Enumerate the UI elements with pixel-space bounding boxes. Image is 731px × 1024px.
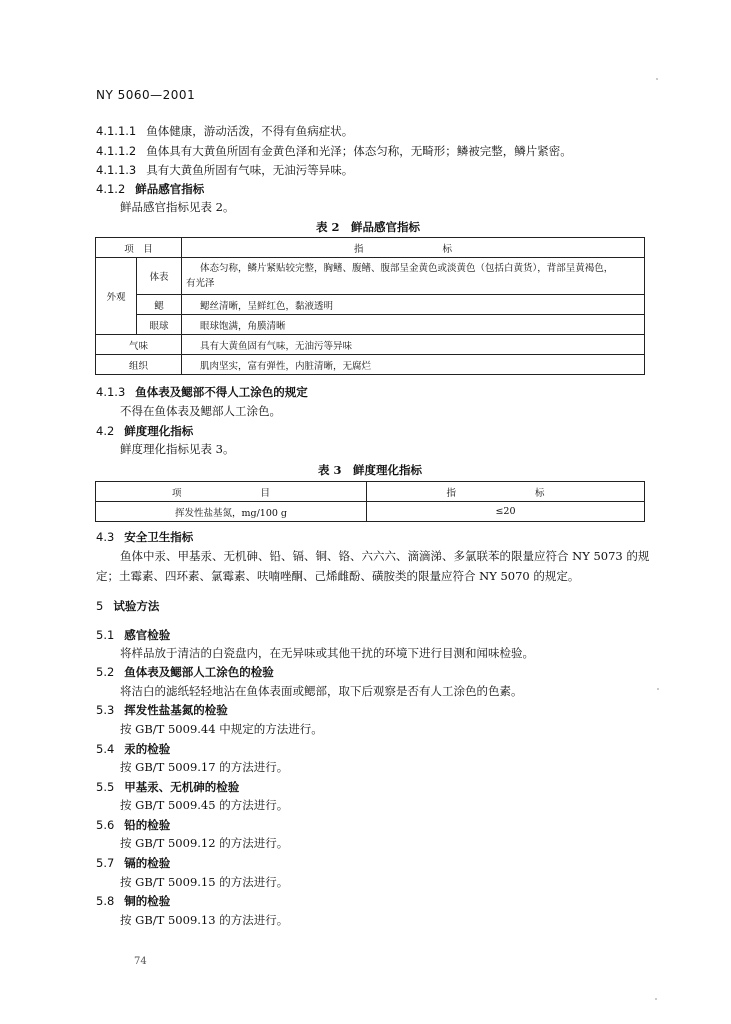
clause-heading: 鲜度理化指标: [124, 424, 194, 438]
method-5-1: [96, 627, 170, 643]
scan-speck: [655, 998, 657, 1000]
clause-number: 5: [96, 599, 104, 613]
table-header-row: [96, 238, 645, 258]
clause-number: 5.2: [96, 665, 115, 679]
standard-code: NY 5060—2001: [96, 88, 196, 102]
clause-number: 4.1.1.2: [96, 144, 137, 158]
clause-heading: 试验方法: [113, 599, 160, 613]
table-2-title: 表 2 鲜品感官指标: [316, 220, 421, 234]
clause-heading: 感官检验: [124, 628, 171, 642]
method-5-5: [96, 779, 239, 795]
clause-4-2: [96, 423, 193, 439]
method-5-1-text: 将样品放于清洁的白瓷盘内，在无异味或其他干扰的环境下进行目测和闻味检验。: [120, 646, 534, 660]
clause-number: 4.3: [96, 530, 115, 544]
clause-number: 5.3: [96, 703, 115, 717]
table-3: [95, 481, 645, 522]
clause-text: 鲜品感官指标见表 2。: [120, 200, 235, 214]
clause-text: 鱼体具有大黄鱼所固有金黄色泽和光泽；体态匀称，无畸形；鳞被完整，鳞片紧密。: [146, 144, 572, 158]
clause-heading: 鲜品感官指标: [135, 182, 205, 196]
clause-4-1-1-1: [96, 123, 353, 139]
table-3-title: 表 3 鲜度理化指标: [318, 463, 423, 477]
clause-4-3: [96, 529, 193, 545]
value-cell: ≤20: [367, 502, 645, 522]
clause-number: 5.1: [96, 628, 115, 642]
clause-number: 4.1.1.1: [96, 124, 137, 138]
clause-number: 4.1.1.3: [96, 163, 137, 177]
sub-label: 鳃: [137, 295, 182, 315]
table-row: [96, 295, 645, 315]
clause-number: 4.1.2: [96, 182, 126, 196]
clause-number: 5.7: [96, 856, 115, 870]
indicator-value: 体态匀称，鳞片紧贴较完整，胸鳍、腹鳍、腹部呈金黄色或淡黄色（包括白黄货），背部呈黄褐色， 有光泽: [182, 258, 645, 295]
clause-heading: 汞的检验: [124, 742, 171, 756]
header-item: 项 目: [96, 482, 367, 502]
indicator-value: 眼球饱满，角膜清晰: [182, 315, 645, 335]
table-row: [96, 258, 645, 295]
method-5-7-text: 按 GB/T 5009.15 的方法进行。: [120, 875, 289, 889]
clause-number: 4.1.3: [96, 385, 126, 399]
indicator-value: 具有大黄鱼固有气味，无油污等异味: [182, 335, 645, 355]
method-5-2: [96, 664, 274, 680]
clause-heading: 鱼体表及鳃部人工涂色的检验: [124, 665, 274, 679]
table-row: [96, 335, 645, 355]
header-indicator: 指 标: [367, 482, 645, 502]
clause-number: 5.6: [96, 818, 115, 832]
clause-heading: 挥发性盐基氮的检验: [124, 703, 228, 717]
clause-4-1-1-3: [96, 162, 353, 178]
clause-4-3-text-1: 鱼体中汞、甲基汞、无机砷、铅、镉、铜、铬、六六六、滴滴涕、多氯联苯的限量应符合 NY 5073 的规: [120, 549, 650, 563]
clause-4-1-3-text: 不得在鱼体表及鳃部人工涂色。: [120, 404, 281, 418]
clause-heading: 安全卫生指标: [124, 530, 194, 544]
clause-heading: 鱼体表及鳃部不得人工涂色的规定: [135, 385, 308, 399]
clause-number: 4.2: [96, 424, 115, 438]
clause-4-1-3: [96, 384, 308, 400]
method-5-3: [96, 702, 228, 718]
scan-speck: [656, 78, 658, 80]
indicator-value: 鳃丝清晰，呈鲜红色，黏液透明: [182, 295, 645, 315]
clause-4-2-text: 鲜度理化指标见表 3。: [120, 442, 235, 456]
header-indicator: 指 标: [182, 238, 645, 258]
table-2: [95, 237, 645, 375]
clause-4-3-text-2: 定；土霉素、四环素、氯霉素、呋喃唑酮、己烯雌酚、磺胺类的限量应符合 NY 5070 的规定。: [96, 569, 580, 583]
method-5-6: [96, 817, 170, 833]
table-row: [96, 502, 645, 522]
clause-text: 具有大黄鱼所固有气味，无油污等异味。: [146, 163, 354, 177]
method-5-3-text: 按 GB/T 5009.44 中规定的方法进行。: [120, 722, 323, 736]
scan-speck: [657, 688, 659, 690]
method-5-2-text: 将洁白的滤纸轻轻地沾在鱼体表面或鳃部，取下后观察是否有人工涂色的色素。: [120, 684, 523, 698]
row-label: 组织: [96, 355, 182, 375]
clause-heading: 镉的检验: [124, 856, 171, 870]
method-5-8-text: 按 GB/T 5009.13 的方法进行。: [120, 913, 289, 927]
method-5-7: [96, 855, 170, 871]
method-5-4: [96, 741, 170, 757]
method-5-5-text: 按 GB/T 5009.45 的方法进行。: [120, 798, 289, 812]
page-number: 74: [134, 956, 147, 967]
indicator-value: 肌肉坚实，富有弹性，内脏清晰，无腐烂: [182, 355, 645, 375]
sub-label: 眼球: [137, 315, 182, 335]
method-5-8: [96, 893, 170, 909]
group-label: 外观: [96, 258, 137, 335]
table-header-row: [96, 482, 645, 502]
clause-4-1-2: [96, 181, 204, 197]
row-label: 气味: [96, 335, 182, 355]
section-5-heading: [96, 598, 159, 614]
clause-heading: 铅的检验: [124, 818, 171, 832]
clause-text: 鱼体健康，游动活泼，不得有鱼病症状。: [146, 124, 354, 138]
header-item: 项 目: [96, 238, 182, 258]
clause-number: 5.5: [96, 780, 115, 794]
clause-number: 5.4: [96, 742, 115, 756]
clause-4-1-2-text: [120, 199, 234, 215]
clause-4-1-1-2: [96, 143, 572, 159]
clause-heading: 铜的检验: [124, 894, 171, 908]
table-row: [96, 315, 645, 335]
table-row: [96, 355, 645, 375]
clause-number: 5.8: [96, 894, 115, 908]
clause-heading: 甲基汞、无机砷的检验: [124, 780, 240, 794]
item-cell: 挥发性盐基氮，mg/100 g: [96, 502, 367, 522]
sub-label: 体表: [137, 258, 182, 295]
method-5-4-text: 按 GB/T 5009.17 的方法进行。: [120, 760, 289, 774]
method-5-6-text: 按 GB/T 5009.12 的方法进行。: [120, 836, 289, 850]
